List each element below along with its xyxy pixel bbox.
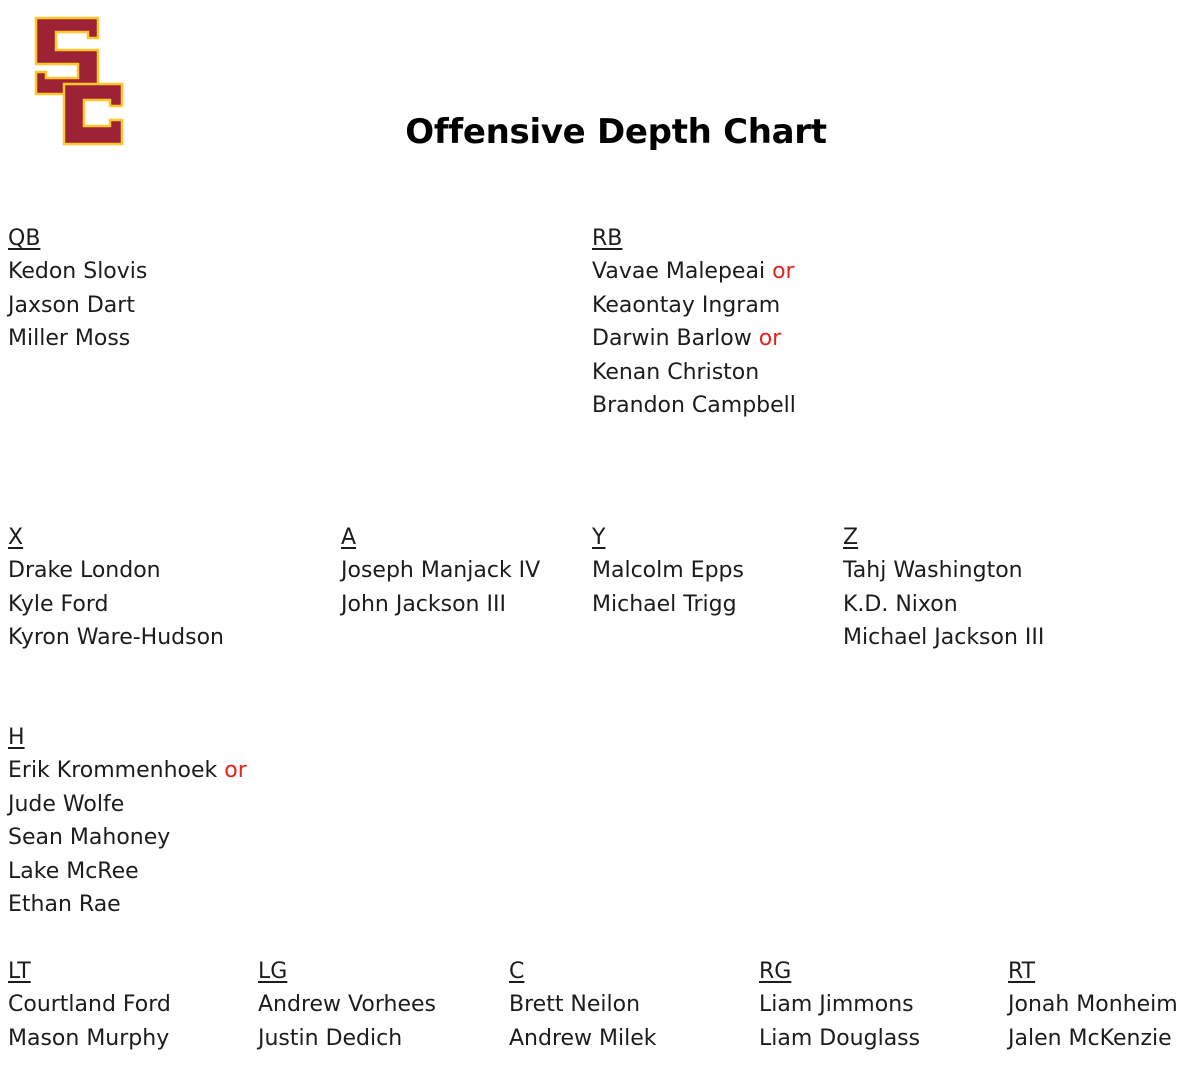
player-name: Sean Mahoney — [8, 825, 171, 851]
position-group-a — [341, 521, 540, 621]
position-label: RB — [592, 226, 623, 251]
player-row — [592, 356, 796, 389]
position-label: Y — [592, 525, 606, 550]
player-name: Andrew Milek — [509, 1025, 657, 1051]
position-group-rt — [1008, 955, 1178, 1055]
player-name: Kenan Christon — [592, 359, 760, 385]
player-name: Andrew Vorhees — [258, 992, 436, 1018]
player-name: Vavae Malepeai — [592, 259, 766, 285]
position-label: LG — [258, 959, 288, 984]
player-row — [592, 389, 796, 422]
player-name: Liam Douglass — [759, 1025, 921, 1051]
player-row — [509, 1022, 657, 1055]
position-label: Z — [843, 525, 859, 550]
player-name: Mason Murphy — [8, 1025, 170, 1051]
player-name: Tahj Washington — [843, 558, 1023, 584]
player-row — [592, 289, 796, 322]
player-name: Kyron Ware-Hudson — [8, 625, 224, 651]
or-connector: or — [772, 259, 795, 285]
player-name: K.D. Nixon — [843, 591, 958, 617]
player-name: Keaontay Ingram — [592, 292, 781, 318]
player-row — [8, 554, 224, 587]
player-name: Brandon Campbell — [592, 393, 796, 419]
position-label: C — [509, 959, 525, 984]
position-group-rb — [592, 222, 796, 422]
player-row — [8, 588, 224, 621]
player-row — [759, 1022, 920, 1055]
player-row — [341, 554, 540, 587]
position-label: RT — [1008, 959, 1036, 984]
player-name: Darwin Barlow — [592, 326, 752, 352]
player-name: Kedon Slovis — [8, 259, 148, 285]
player-name: Brett Neilon — [509, 992, 641, 1018]
player-row — [592, 588, 744, 621]
player-row — [1008, 1022, 1178, 1055]
or-connector: or — [758, 326, 782, 352]
position-group-h — [8, 721, 247, 921]
position-label: RG — [759, 959, 792, 984]
player-row — [843, 621, 1044, 654]
position-label: X — [8, 525, 24, 550]
position-label: H — [8, 725, 25, 750]
player-row — [341, 588, 540, 621]
player-row — [8, 855, 247, 888]
player-name: Michael Jackson III — [843, 625, 1045, 651]
player-name: Kyle Ford — [8, 591, 109, 617]
player-row — [8, 1022, 171, 1055]
or-connector: or — [224, 758, 247, 784]
position-group-rg — [759, 955, 920, 1055]
player-name: Joseph Manjack IV — [341, 558, 541, 584]
player-name: Justin Dedich — [258, 1025, 403, 1051]
position-label: LT — [8, 959, 31, 984]
position-group-y — [592, 521, 744, 621]
player-row — [592, 322, 796, 355]
player-name: Jalen McKenzie — [1008, 1025, 1172, 1051]
page-title: Offensive Depth Chart — [405, 112, 827, 152]
player-row — [1008, 988, 1178, 1021]
player-name: Malcolm Epps — [592, 558, 744, 584]
position-group-z — [843, 521, 1044, 655]
player-row — [592, 554, 744, 587]
player-row — [592, 255, 796, 288]
player-name: Jaxson Dart — [8, 292, 135, 318]
position-label: A — [341, 525, 357, 550]
position-group-lt — [8, 955, 171, 1055]
player-row — [258, 988, 436, 1021]
player-row — [8, 289, 147, 322]
player-name: Lake McRee — [8, 858, 139, 884]
position-group-lg — [258, 955, 436, 1055]
player-row — [843, 588, 1044, 621]
player-row — [8, 988, 171, 1021]
player-row — [8, 754, 247, 787]
player-row — [8, 322, 147, 355]
player-row — [8, 788, 247, 821]
position-group-c — [509, 955, 657, 1055]
position-label: QB — [8, 226, 41, 251]
player-name: Miller Moss — [8, 326, 131, 352]
player-row — [8, 821, 247, 854]
player-row — [759, 988, 920, 1021]
player-name: Drake London — [8, 558, 161, 584]
player-row — [8, 621, 224, 654]
player-name: Michael Trigg — [592, 591, 737, 617]
player-name: John Jackson III — [341, 591, 506, 617]
player-name: Courtland Ford — [8, 992, 171, 1018]
player-row — [8, 888, 247, 921]
player-name: Jude Wolfe — [8, 791, 125, 817]
player-name: Jonah Monheim — [1008, 992, 1178, 1018]
player-name: Ethan Rae — [8, 892, 121, 918]
player-row — [258, 1022, 436, 1055]
player-row — [843, 554, 1044, 587]
position-group-x — [8, 521, 224, 655]
player-row — [8, 255, 147, 288]
player-name: Erik Krommenhoek — [8, 758, 218, 784]
player-row — [509, 988, 657, 1021]
player-name: Liam Jimmons — [759, 992, 914, 1018]
position-group-qb — [8, 222, 147, 356]
